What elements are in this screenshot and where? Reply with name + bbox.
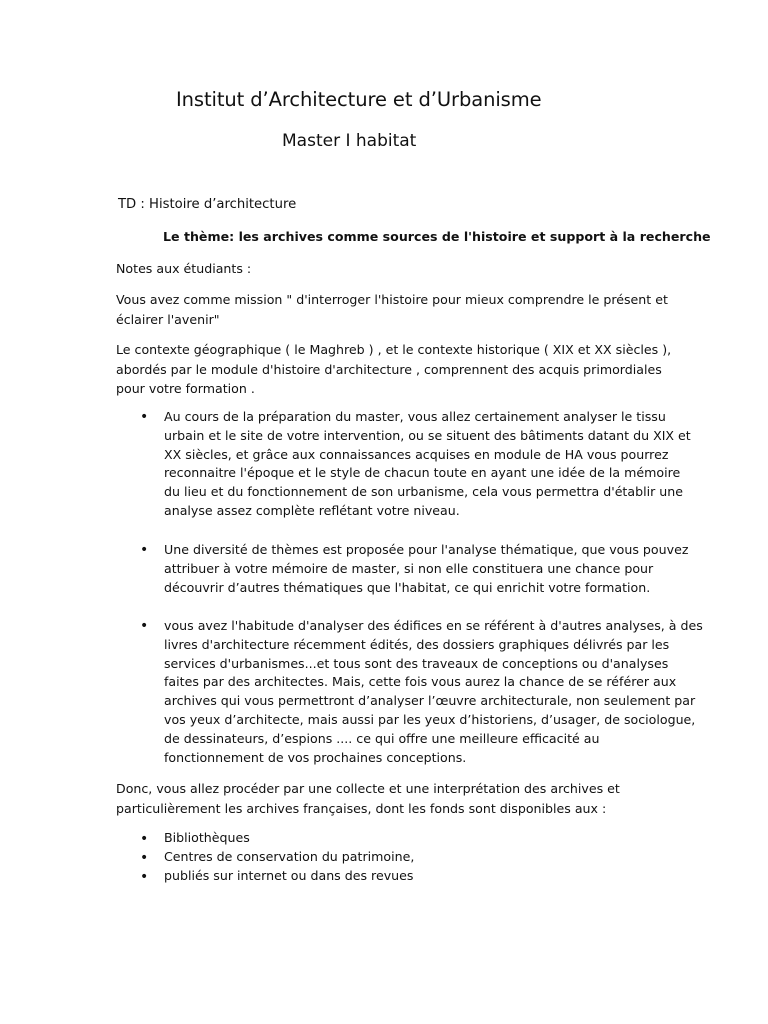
- bullet-icon: •: [140, 850, 149, 866]
- document-title: Institut d’Architecture et d’Urbanisme: [176, 88, 542, 111]
- paragraph-line: abordés par le module d'histoire d'architecture , comprennent des acquis primordiales: [116, 361, 662, 377]
- bullet-item-3: [164, 617, 703, 767]
- mission-paragraph: [116, 290, 668, 329]
- bullet-icon: •: [140, 409, 149, 425]
- bullet-line: XX siècles, et grâce aux connaissances acquises en module de HA vous pourrez: [164, 446, 669, 462]
- bullet-icon: •: [140, 831, 149, 847]
- paragraph-line: Donc, vous allez procéder par une collecte et une interprétation des archives et: [116, 781, 620, 796]
- bullet-line: de dessinateurs, d’espions .... ce qui offre une meilleure efficacité au: [164, 730, 600, 746]
- bullet-line: fonctionnement de vos prochaines conceptions.: [164, 749, 467, 765]
- bullet-line: archives qui vous permettront d’analyser l’œuvre architecturale, non seulement par: [164, 693, 696, 709]
- notes-label: Notes aux étudiants :: [116, 261, 252, 276]
- bullet-line: découvrir d’autres thématiques que l'habitat, ce qui enrichit votre formation.: [164, 579, 651, 595]
- bullet-line: vous avez l'habitude d'analyser des édifices en se référent à d'autres analyses, à des: [164, 618, 703, 633]
- bullet-line: livres d'architecture récemment édités, des dossiers graphiques délivrés par les: [164, 636, 670, 652]
- bullet-item-1: [164, 408, 691, 521]
- paragraph-line: Vous avez comme mission " d'interroger l'histoire pour mieux comprendre le présent et: [116, 292, 668, 307]
- bullet-line: reconnaitre l'époque et le style de chacun toute en ayant une idée de la mémoire: [164, 465, 681, 481]
- source-list-item: publiés sur internet ou dans des revues: [164, 868, 414, 883]
- bullet-line: vos yeux d’architecte, mais aussi par les yeux d’historiens, d’usager, de sociologue,: [164, 711, 696, 727]
- document-subtitle: Master I habitat: [282, 131, 417, 151]
- bullet-line: services d'urbanismes...et tous sont des traveaux de conceptions ou d'analyses: [164, 655, 669, 671]
- bullet-icon: •: [140, 618, 149, 634]
- bullet-line: urbain et le site de votre intervention, ou se situent des bâtiments datant du XIX et: [164, 427, 691, 443]
- bullet-line: attribuer à votre mémoire de master, si non elle constituera une chance pour: [164, 560, 654, 576]
- bullet-icon: •: [140, 869, 149, 885]
- bullet-icon: •: [140, 542, 149, 558]
- context-paragraph: [116, 340, 672, 399]
- paragraph-line: Le contexte géographique ( le Maghreb ) , et le contexte historique ( XIX et XX siècles ),: [116, 342, 672, 357]
- source-list-item: Centres de conservation du patrimoine,: [164, 849, 415, 864]
- bullet-item-2: [164, 541, 689, 597]
- course-line: TD : Histoire d’architecture: [118, 197, 297, 212]
- bullet-line: analyse assez complète reflétant votre niveau.: [164, 502, 460, 518]
- bullet-line: faites par des architectes. Mais, cette fois vous aurez la chance de se référer aux: [164, 674, 677, 690]
- bullet-line: du lieu et du fonctionnement de son urbanisme, cela vous permettra d'établir une: [164, 484, 683, 500]
- bullet-line: Une diversité de thèmes est proposée pour l'analyse thématique, que vous pouvez: [164, 542, 689, 557]
- source-list-item: Bibliothèques: [164, 830, 250, 845]
- paragraph-line: éclairer l'avenir": [116, 311, 220, 327]
- paragraph-line: particulièrement les archives françaises, dont les fonds sont disponibles aux :: [116, 800, 607, 816]
- bullet-line: Au cours de la préparation du master, vous allez certainement analyser le tissu: [164, 409, 666, 424]
- theme-heading: Le thème: les archives comme sources de l'histoire et support à la recherche: [163, 229, 711, 244]
- conclusion-paragraph: [116, 779, 656, 818]
- paragraph-line: pour votre formation .: [116, 381, 255, 396]
